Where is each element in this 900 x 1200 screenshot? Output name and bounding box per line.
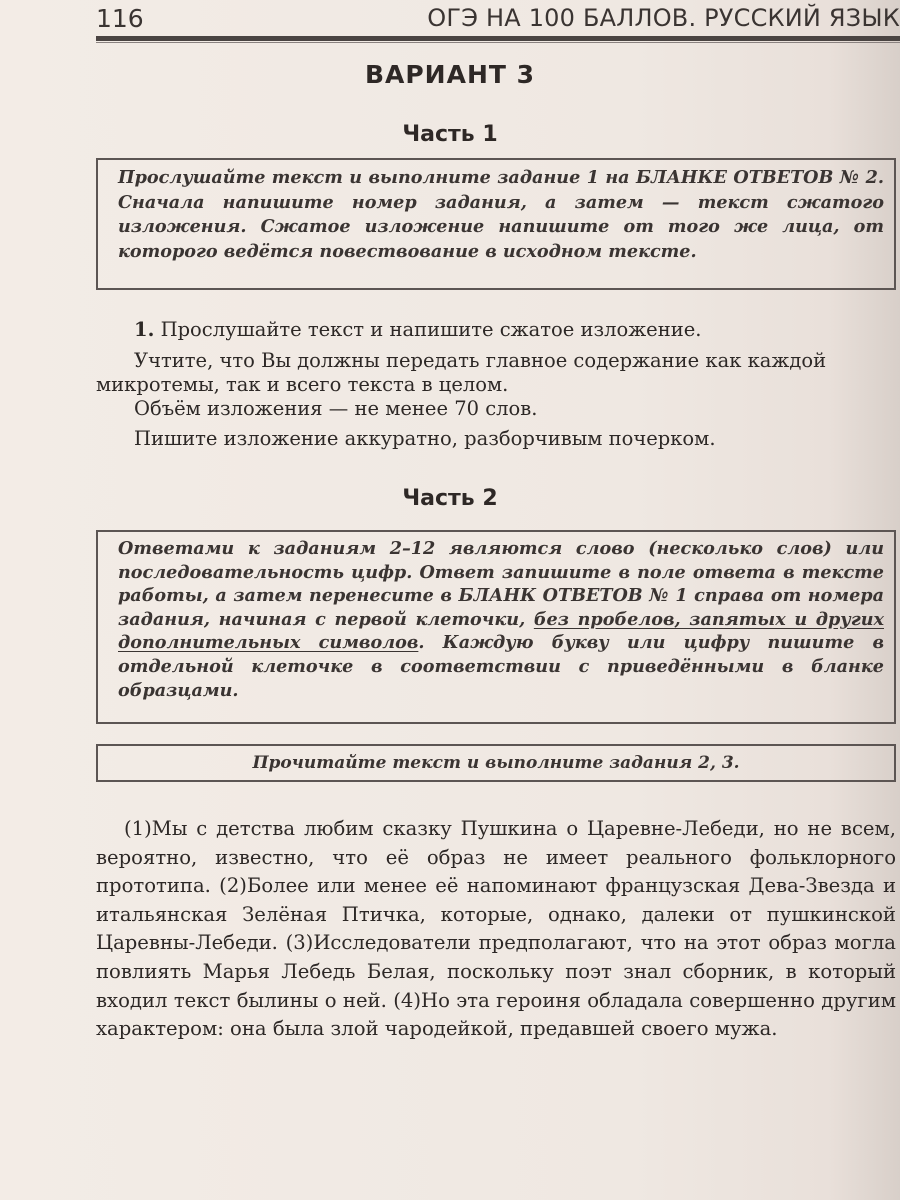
instruction-text: Ответами к заданиям 2–12 являются слово (несколько слов) или последовательность цифр. Ответ запишите в поле ответа в тексте работы, а затем перенесите в БЛАНК ОТВЕТОВ № 1 справа от номера задания, начиная с первой клеточки, xyxy=(118,538,884,630)
part2-instruction-text xyxy=(118,537,884,702)
task-1-text: Прослушайте текст и напишите сжатое изложение. xyxy=(160,318,702,341)
reading-passage xyxy=(96,815,896,1044)
part2-title: Часть 2 xyxy=(402,486,498,511)
part1-instruction-box xyxy=(96,158,896,290)
task-1-note: Объём изложения — не менее 70 слов. xyxy=(134,397,538,420)
header-rule-thin xyxy=(96,42,900,43)
underlined-instruction: без пробелов, запятых и других дополнительных символов xyxy=(118,608,885,654)
header-rule xyxy=(96,36,900,41)
reading-paragraph: (1)Мы с детства любим сказку Пушкина о Царевне-Лебеди, но не всем, вероятно, известно, что её образ не имеет реального фольклорного прототипа. (2)Более или менее её напоминают французская Дева-Звезда и итальянская Зелёная Птичка, которые, однако, далеки от пушкинской Царевны-Лебеди. (3)Исследователи предполагают, что на этот образ могла повлиять Марья Лебедь Белая, поскольку поэт знал сборник, в который входил текст былины о ней. (4)Но эта героиня обладала совершенно другим характером: она была злой чародейкой, предавшей своего мужа. xyxy=(96,817,896,1041)
part1-instruction-text: Прослушайте текст и выполните задание 1 на БЛАНКЕ ОТВЕТОВ № 2. Сначала напишите номер задания, а затем — текст сжатого изложения. Сжатое изложение напишите от того же лица, от которого ведётся повествование в исходном тексте. xyxy=(118,167,884,262)
task-1 xyxy=(96,318,896,451)
task-1-statement xyxy=(96,318,896,341)
task-number: 1. xyxy=(134,318,155,341)
read-instruction-text: Прочитайте текст и выполните задания 2, 3. xyxy=(252,753,740,773)
instruction-text: . Каждую букву или цифру пишите в отдельной клеточке в соответствии с приведёнными в бланке образцами. xyxy=(118,632,884,701)
part1-title: Часть 1 xyxy=(402,122,498,147)
running-title: ОГЭ НА 100 БАЛЛОВ. РУССКИЙ ЯЗЫК xyxy=(427,4,900,32)
task-1-note: Учтите, что Вы должны передать главное содержание как каждой микротемы, так и всего текста в целом. xyxy=(96,349,827,396)
task-1-note: Пишите изложение аккуратно, разборчивым почерком. xyxy=(134,427,716,450)
page-header xyxy=(96,2,900,38)
page-number: 116 xyxy=(96,4,144,33)
part2-instruction-box xyxy=(96,530,896,724)
variant-title: ВАРИАНТ 3 xyxy=(364,60,536,89)
read-instruction-box xyxy=(96,744,896,782)
